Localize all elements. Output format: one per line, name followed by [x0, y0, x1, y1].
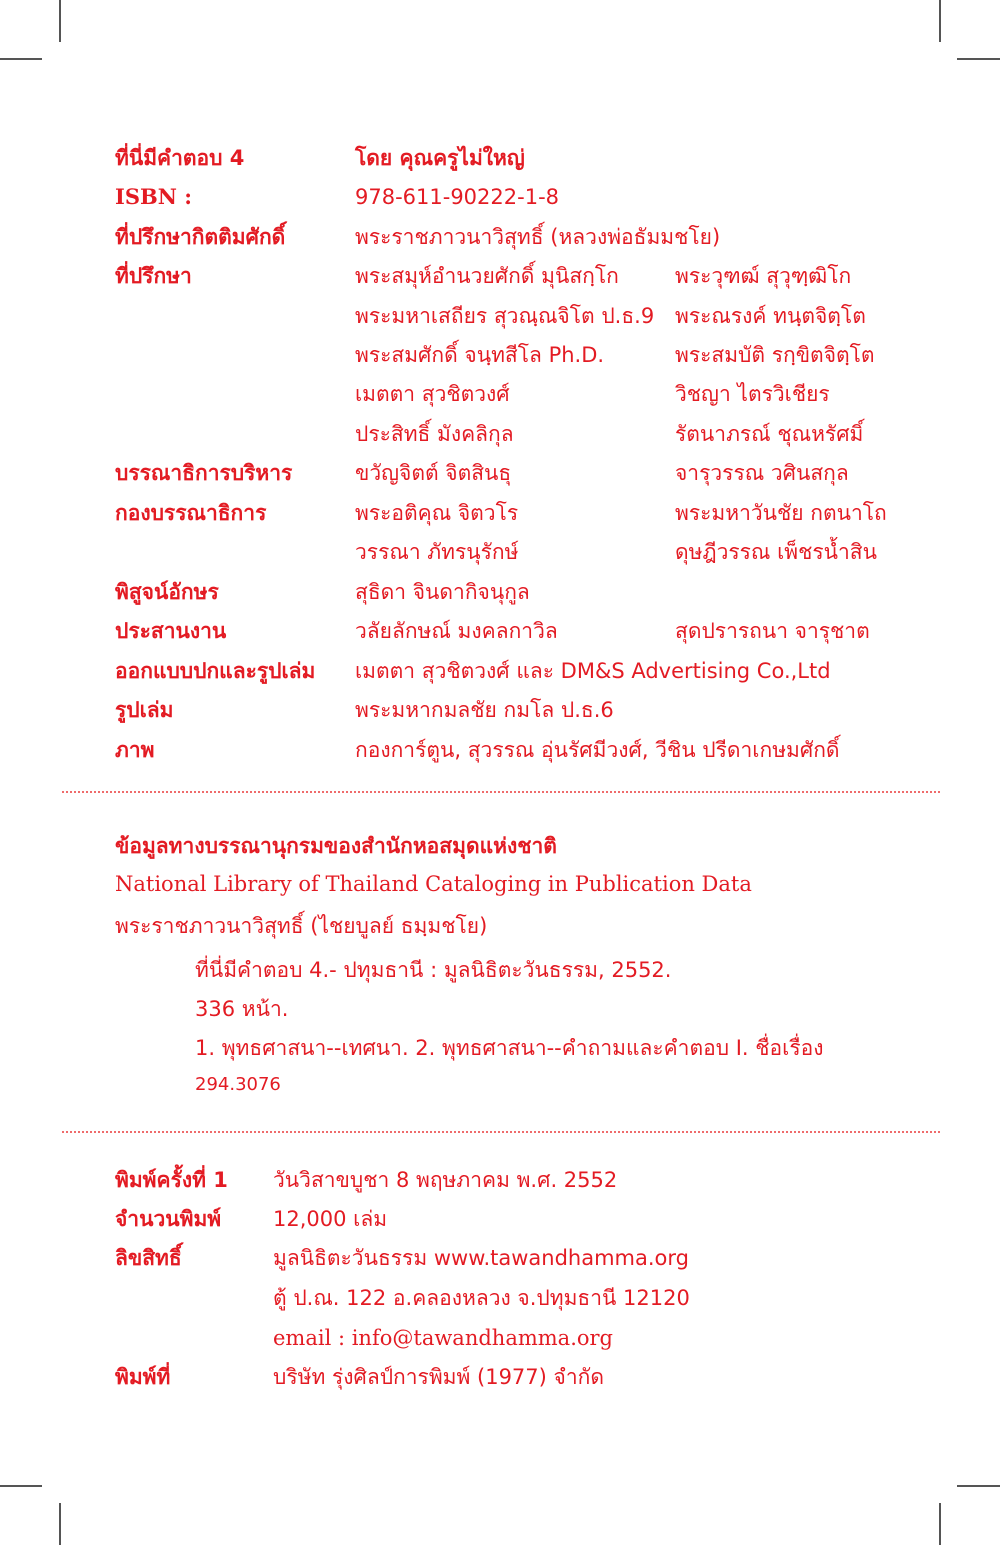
credit-value: พระมหากมลชัย กมโล ป.ธ.6	[355, 698, 614, 722]
credit-label: พิสูจน์อักษร	[115, 580, 219, 604]
credit-value: วรรณา ภัทรนุรักษ์	[355, 540, 519, 564]
credit-value: เมตตา สุวชิตวงศ์ และ DM&S Advertising Co.,Ltd	[355, 659, 831, 683]
credit-value: กองการ์ตูน, สุวรรณ อุ่นรัศมีวงศ์, วีชิน ปรีดาเกษมศักดิ์	[355, 738, 840, 762]
credit-value-2: รัตนาภรณ์ ชุณหรัศมิ์	[675, 422, 864, 446]
cip-title-line: ที่นี่มีคำตอบ 4.- ปทุมธานี : มูลนิธิตะวันธรรม, 2552.	[195, 958, 672, 982]
credit-row	[115, 611, 940, 651]
credit-value: สุธิดา จินดากิจนุกูล	[355, 580, 530, 604]
credit-label: ที่นี่มีคำตอบ 4	[115, 146, 245, 170]
crop-mark-tl-h	[0, 58, 42, 60]
imprint-address: ตู้ ป.ณ. 122 อ.คลองหลวง จ.ปทุมธานี 12120	[273, 1286, 690, 1310]
credit-row	[115, 374, 940, 414]
imprint-label: จำนวนพิมพ์	[115, 1207, 222, 1231]
imprint-value: บริษัท รุ่งศิลป์การพิมพ์ (1977) จำกัด	[273, 1365, 604, 1389]
credit-row	[115, 493, 940, 533]
crop-mark-tl-v	[59, 0, 61, 42]
credit-row	[115, 217, 940, 257]
dotted-divider	[62, 791, 940, 793]
credit-value: วลัยลักษณ์ มงคลกาวิล	[355, 619, 558, 643]
credit-value-2: พระสมบัติ รกฺขิตจิตฺโต	[675, 343, 875, 367]
crop-mark-tr-v	[939, 0, 941, 42]
credit-row	[115, 690, 940, 730]
imprint-label: พิมพ์ครั้งที่ 1	[115, 1168, 228, 1192]
credit-label: ออกแบบปกและรูปเล่ม	[115, 659, 316, 683]
cip-subjects: 1. พุทธศาสนา--เทศนา. 2. พุทธศาสนา--คำถามและคำตอบ I. ชื่อเรื่อง	[195, 1036, 824, 1060]
credit-label: ประสานงาน	[115, 619, 227, 643]
credit-row-title	[115, 138, 940, 178]
credit-row	[115, 414, 940, 454]
credit-row	[115, 296, 940, 336]
credit-value-2: สุดปรารถนา จารุชาต	[675, 619, 870, 643]
credit-value-2: วิชญา ไตรวิเชียร	[675, 382, 830, 406]
credit-row	[115, 532, 940, 572]
credit-row-isbn	[115, 177, 940, 217]
credit-row	[115, 572, 940, 612]
credit-row	[115, 453, 940, 493]
imprint-value: 12,000 เล่ม	[273, 1207, 388, 1231]
imprint-value: วันวิสาขบูชา 8 พฤษภาคม พ.ศ. 2552	[273, 1168, 618, 1192]
isbn-value: 978-611-90222-1-8	[355, 185, 560, 209]
imprint-value: มูลนิธิตะวันธรรม www.tawandhamma.org	[273, 1246, 689, 1270]
imprint-email: email : info@tawandhamma.org	[273, 1326, 613, 1350]
credit-value: ประสิทธิ์ มังคลิกุล	[355, 422, 514, 446]
cip-subtitle: National Library of Thailand Cataloging in Publication Data	[115, 872, 752, 896]
credit-value: พระสมุห์อำนวยศักดิ์ มุนิสกฺโก	[355, 264, 619, 288]
credit-value: พระสมศักดิ์ จนฺทสีโล Ph.D.	[355, 343, 605, 367]
cip-classification: 294.3076	[195, 1074, 281, 1095]
credit-label: รูปเล่ม	[115, 698, 174, 722]
credit-value-2: จารุวรรณ วศินสกุล	[675, 461, 849, 485]
credit-value: พระอติคุณ จิตวโร	[355, 501, 519, 525]
credit-label: กองบรรณาธิการ	[115, 501, 267, 525]
credit-row	[115, 651, 940, 691]
crop-mark-br-v	[939, 1503, 941, 1545]
cip-pages: 336 หน้า.	[195, 997, 289, 1021]
credit-label: ที่ปรึกษากิตติมศักดิ์	[115, 225, 286, 249]
credit-value: พระมหาเสถียร สุวณฺณจิโต ป.ธ.9	[355, 304, 655, 328]
credit-value: เมตตา สุวชิตวงศ์	[355, 382, 510, 406]
credit-row	[115, 335, 940, 375]
credit-value-2: พระมหาวันชัย กตนาโถ	[675, 501, 887, 525]
crop-mark-bl-h	[0, 1485, 42, 1487]
credit-value-2: ดุษฎีวรรณ เพ็ชรน้ำสิน	[675, 540, 877, 564]
credit-row	[115, 256, 940, 296]
credit-label: บรรณาธิการบริหาร	[115, 461, 293, 485]
imprint-label: พิมพ์ที่	[115, 1365, 171, 1389]
crop-mark-br-h	[957, 1485, 1000, 1487]
credit-label: ISBN :	[115, 184, 192, 209]
credit-value-2: พระวุฑฒ์ สุวุฑฺฒิโก	[675, 264, 852, 288]
imprint-label: ลิขสิทธิ์	[115, 1246, 182, 1270]
dotted-divider	[62, 1131, 940, 1133]
credit-label: ภาพ	[115, 738, 155, 762]
credit-value: พระราชภาวนาวิสุทธิ์ (หลวงพ่อธัมมชโย)	[355, 225, 721, 249]
cip-author: พระราชภาวนาวิสุทธิ์ (ไชยบูลย์ ธมฺมชโย)	[115, 914, 488, 938]
crop-mark-bl-v	[59, 1503, 61, 1545]
cip-title: ข้อมูลทางบรรณานุกรมของสำนักหอสมุดแห่งชาติ	[115, 834, 557, 858]
credit-value: ขวัญจิตต์ จิตสินธุ	[355, 461, 512, 485]
credit-value-2: พระณรงค์ ทนฺตจิตฺโต	[675, 304, 866, 328]
credit-label: ที่ปรึกษา	[115, 264, 192, 288]
crop-mark-tr-h	[957, 58, 1000, 60]
credit-row	[115, 730, 940, 770]
credit-value: โดย คุณครูไม่ใหญ่	[355, 146, 525, 170]
